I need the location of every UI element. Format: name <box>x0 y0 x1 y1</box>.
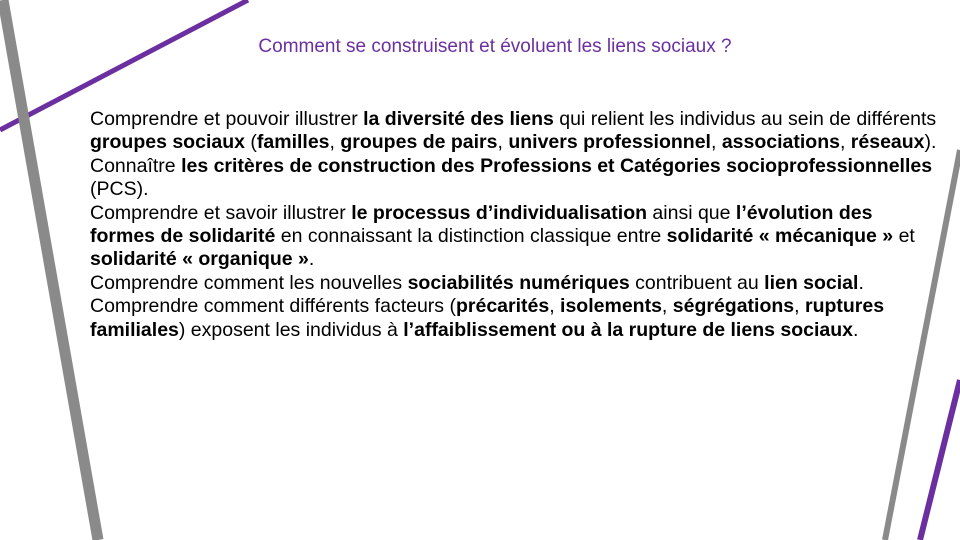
text-run: . <box>858 271 864 294</box>
text-run: , <box>549 295 561 318</box>
text-run: , <box>710 131 722 154</box>
text-run: Comprendre comment les nouvelles <box>90 271 408 294</box>
bold-text-run: groupes de pairs <box>340 131 498 154</box>
bold-text-run: ségrégations <box>672 295 795 318</box>
text-run: Comprendre et savoir illustrer <box>90 201 352 224</box>
text-run: ( <box>244 131 257 154</box>
gray-diagonal-left-line <box>3 0 98 540</box>
text-run: . <box>852 318 859 341</box>
objective-paragraph <box>90 155 940 202</box>
text-run: et <box>893 225 915 248</box>
text-run: en connaissant la distinction classique entre <box>275 225 667 248</box>
bold-text-run: précarités <box>455 295 550 318</box>
bold-text-run: l’évolution des formes de solidarité <box>90 201 873 248</box>
bold-text-run: associations <box>721 131 840 154</box>
text-run: contribuent au <box>629 271 765 294</box>
objective-paragraph <box>90 202 940 272</box>
bold-text-run: lien social <box>764 271 859 294</box>
text-run: , <box>794 295 805 318</box>
bold-text-run: groupes sociaux <box>90 131 245 154</box>
text-run: ) exposent les individus à <box>178 318 404 341</box>
text-run: ainsi que <box>647 201 736 224</box>
bold-text-run: isolements <box>560 295 662 318</box>
text-run: (PCS). <box>90 178 149 201</box>
text-run: . <box>308 248 315 271</box>
text-run: ). <box>924 131 937 154</box>
bold-text-run: sociabilités numériques <box>407 271 630 294</box>
slide-title: Comment se construisent et évoluent les liens sociaux ? <box>258 36 732 57</box>
bold-text-run: solidarité « mécanique » <box>666 225 894 248</box>
text-run: Comprendre et pouvoir illustrer <box>90 108 364 130</box>
objective-paragraph <box>90 272 940 295</box>
text-run: Comprendre comment différents facteurs ( <box>90 295 456 318</box>
bold-text-run: solidarité « organique » <box>90 248 309 271</box>
bold-text-run: univers professionnel <box>508 131 711 154</box>
bold-text-run: les critères de construction des Professions et Catégories socioprofessionnelles <box>181 154 933 177</box>
bold-text-run: la diversité des liens <box>363 108 554 130</box>
objective-paragraph <box>90 295 940 342</box>
purple-diagonal-right-line <box>920 380 960 540</box>
bold-text-run: l’affaiblissement ou à la rupture de liens sociaux <box>403 318 853 341</box>
text-run: Connaître <box>90 154 182 177</box>
bold-text-run: réseaux <box>850 131 925 154</box>
bold-text-run: familles <box>256 131 330 154</box>
text-run: , <box>497 131 509 154</box>
objective-paragraph <box>90 108 940 155</box>
bold-text-run: ruptures familiales <box>90 295 885 341</box>
bold-text-run: le processus d’individualisation <box>351 201 648 224</box>
text-run: qui relient les individus au sein de différents <box>553 108 937 130</box>
text-run: , <box>661 295 673 318</box>
text-run: , <box>329 131 341 154</box>
text-run: , <box>839 131 851 154</box>
objectives-list <box>90 108 940 342</box>
